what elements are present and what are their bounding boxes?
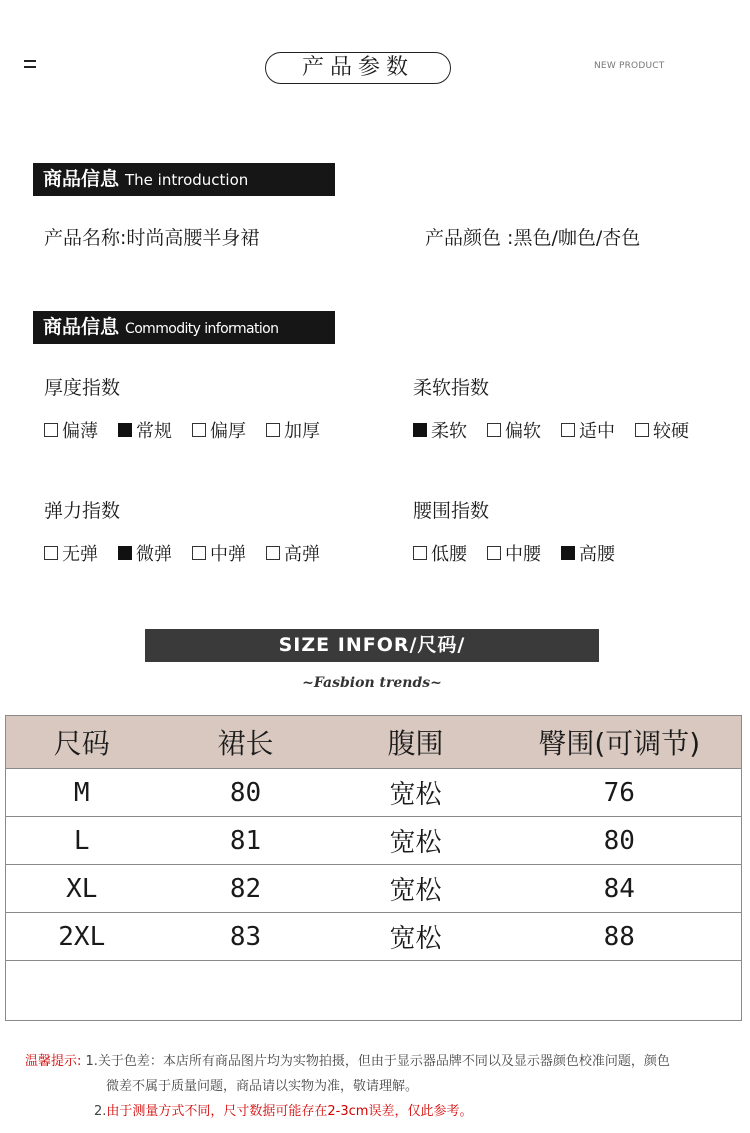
option-label: 常规: [136, 421, 172, 442]
option-item[interactable]: [487, 540, 541, 566]
notes: [25, 1049, 735, 1124]
table-header-row: [6, 716, 742, 769]
table-cell: L: [6, 817, 158, 865]
option-item[interactable]: [266, 417, 320, 443]
product-color: 产品颜色 :黑色/咖色/杏色: [425, 227, 641, 249]
checkbox-empty-icon[interactable]: [266, 423, 280, 437]
column-header: 臀围(可调节): [498, 716, 742, 769]
table-cell: 76: [498, 769, 742, 817]
option-label: 无弹: [62, 544, 98, 565]
checkbox-empty-icon[interactable]: [487, 546, 501, 560]
option-label: 中腰: [505, 544, 541, 565]
option-label: 低腰: [431, 544, 467, 565]
checkbox-empty-icon[interactable]: [192, 546, 206, 560]
option-item[interactable]: [635, 417, 689, 443]
column-header: 裙长: [158, 716, 334, 769]
option-item[interactable]: [192, 540, 246, 566]
table-cell: 88: [498, 913, 742, 961]
checkbox-empty-icon[interactable]: [44, 423, 58, 437]
table-cell: 宽松: [334, 865, 498, 913]
product-name: 产品名称:时尚高腰半身裙: [44, 227, 260, 249]
checkbox-empty-icon[interactable]: [487, 423, 501, 437]
option-item[interactable]: [44, 540, 98, 566]
checkbox-checked-icon[interactable]: [413, 423, 427, 437]
table-cell: XL: [6, 865, 158, 913]
option-item[interactable]: [192, 417, 246, 443]
checkbox-empty-icon[interactable]: [192, 423, 206, 437]
softness-index-title: 柔软指数: [413, 377, 490, 399]
checkbox-empty-icon[interactable]: [635, 423, 649, 437]
intro-section-title-cn: 商品信息: [43, 168, 120, 190]
option-label: 加厚: [284, 421, 320, 442]
table-row: [6, 865, 742, 913]
fashion-tagline: ~Fasbion trends~: [302, 675, 442, 691]
note-line-2: 由于测量方式不同，尺寸数据可能存在2-3cm误差，仅此参考。: [106, 1104, 473, 1119]
waist-index-title: 腰围指数: [413, 500, 490, 522]
table-cell: 83: [158, 913, 334, 961]
intro-section-bar: [33, 163, 335, 196]
commodity-section-title-cn: 商品信息: [43, 316, 120, 338]
table-cell: 80: [158, 769, 334, 817]
elasticity-options: [44, 540, 340, 566]
option-item[interactable]: [487, 417, 541, 443]
option-label: 较硬: [653, 421, 689, 442]
softness-options: [413, 417, 689, 443]
option-label: 偏软: [505, 421, 541, 442]
table-cell: [334, 961, 498, 1021]
option-label: 微弹: [136, 544, 172, 565]
table-cell: [158, 961, 334, 1021]
checkbox-checked-icon[interactable]: [561, 546, 575, 560]
option-label: 柔软: [431, 421, 467, 442]
table-cell: 2XL: [6, 913, 158, 961]
table-cell: 84: [498, 865, 742, 913]
table-cell: M: [6, 769, 158, 817]
option-item[interactable]: [118, 540, 172, 566]
menu-icon[interactable]: [24, 60, 36, 72]
option-item[interactable]: [561, 540, 615, 566]
table-row: [6, 913, 742, 961]
page-subtitle: NEW PRODUCT: [594, 61, 665, 71]
checkbox-empty-icon[interactable]: [561, 423, 575, 437]
table-cell: 宽松: [334, 913, 498, 961]
table-cell: 宽松: [334, 769, 498, 817]
thickness-options: [44, 417, 340, 443]
column-header: 腹围: [334, 716, 498, 769]
option-item[interactable]: [44, 417, 98, 443]
note-line-1: 1.关于色差：本店所有商品图片均为实物拍摄，但由于显示器品牌不同以及显示器颜色校准问题，颜色: [85, 1054, 670, 1069]
size-table: [5, 715, 742, 1021]
option-label: 偏薄: [62, 421, 98, 442]
table-cell: 宽松: [334, 817, 498, 865]
option-item[interactable]: [266, 540, 320, 566]
table-row: [6, 769, 742, 817]
option-label: 中弹: [210, 544, 246, 565]
size-banner: SIZE INFOR/尺码/: [145, 629, 599, 662]
checkbox-empty-icon[interactable]: [413, 546, 427, 560]
thickness-index-title: 厚度指数: [44, 377, 121, 399]
option-label: 高弹: [284, 544, 320, 565]
option-label: 高腰: [579, 544, 615, 565]
table-cell: [6, 961, 158, 1021]
waist-options: [413, 540, 635, 566]
intro-section-title-en: The introduction: [125, 171, 249, 189]
column-header: 尺码: [6, 716, 158, 769]
note-line-1-cont: 微差不属于质量问题，商品请以实物为准，敬请理解。: [106, 1079, 419, 1094]
option-item[interactable]: [413, 417, 467, 443]
checkbox-empty-icon[interactable]: [266, 546, 280, 560]
table-cell: 80: [498, 817, 742, 865]
page-title: 产品参数: [265, 52, 451, 84]
option-label: 适中: [579, 421, 615, 442]
commodity-section-title-en: Commodity information: [125, 321, 279, 337]
option-item[interactable]: [118, 417, 172, 443]
table-cell: [498, 961, 742, 1021]
table-cell: 81: [158, 817, 334, 865]
option-item[interactable]: [561, 417, 615, 443]
notes-label: 温馨提示:: [25, 1054, 82, 1069]
table-cell: 82: [158, 865, 334, 913]
table-row: [6, 817, 742, 865]
option-label: 偏厚: [210, 421, 246, 442]
elasticity-index-title: 弹力指数: [44, 500, 121, 522]
checkbox-checked-icon[interactable]: [118, 423, 132, 437]
checkbox-empty-icon[interactable]: [44, 546, 58, 560]
note-line-2-num: 2.: [94, 1104, 107, 1119]
table-empty-row: [6, 961, 742, 1021]
checkbox-checked-icon[interactable]: [118, 546, 132, 560]
commodity-section-bar: [33, 311, 335, 344]
option-item[interactable]: [413, 540, 467, 566]
